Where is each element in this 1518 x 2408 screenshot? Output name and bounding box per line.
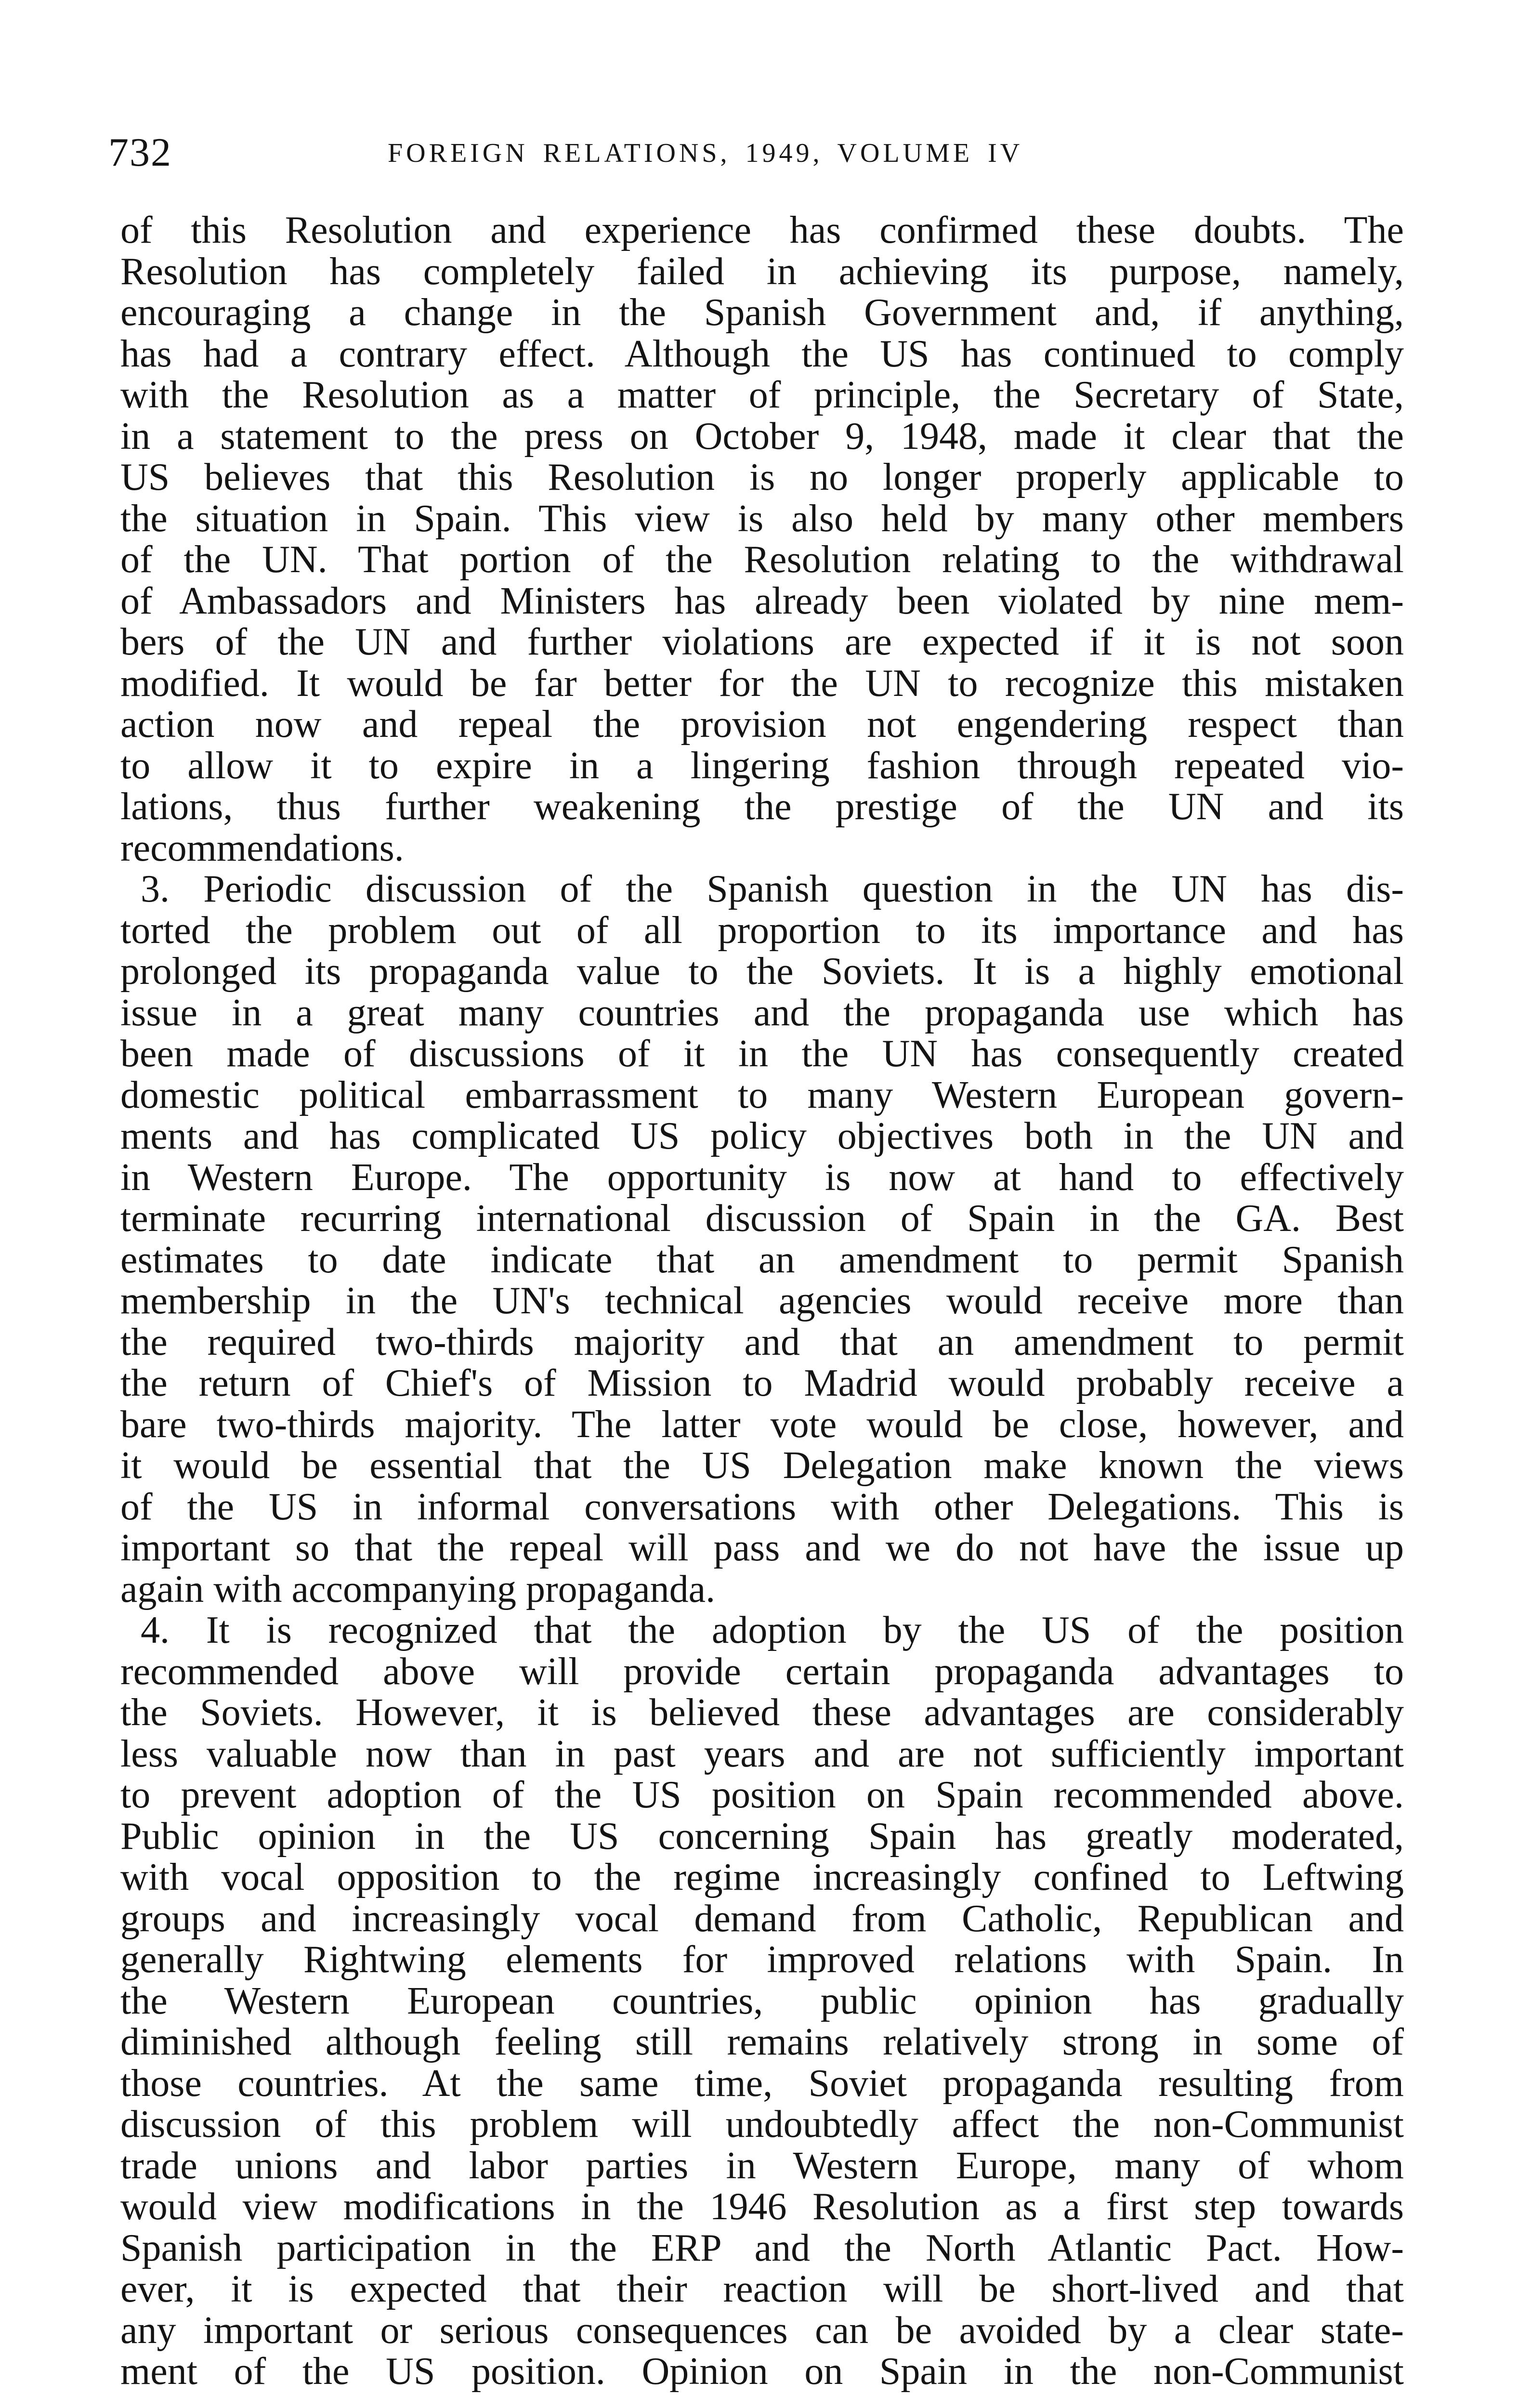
text-line: trade unions and labor parties in Western Europe, many of whom [120, 2144, 1404, 2187]
text-line: any important or serious consequences can be avoided by a clear state- [120, 2309, 1404, 2352]
text-line: issue in a great many countries and the propaganda use which has [120, 991, 1404, 1034]
text-line: Spanish participation in the ERP and the North Atlantic Pact. How- [120, 2226, 1404, 2269]
body-text [120, 210, 1404, 2393]
text-line: US believes that this Resolution is no longer properly applicable to [120, 456, 1404, 498]
text-line: groups and increasingly vocal demand from Catholic, Republican and [120, 1897, 1404, 1940]
text-line: generally Rightwing elements for improved relations with Spain. In [120, 1938, 1404, 1981]
text-line: has had a contrary effect. Although the US has continued to comply [120, 332, 1404, 375]
paragraph-3-first-line: 3. Periodic discussion of the Spanish question in the UN has dis- [141, 868, 1404, 910]
text-line: diminished although feeling still remains relatively strong in some of [120, 2021, 1404, 2063]
text-line: discussion of this problem will undoubtedly affect the non-Communist [120, 2103, 1404, 2146]
text-line: ever, it is expected that their reaction will be short-lived and that [120, 2268, 1404, 2310]
text-line: less valuable now than in past years and are not sufficiently important [120, 1732, 1404, 1775]
text-line: ment of the US position. Opinion on Spain in the non-Communist [120, 2350, 1404, 2393]
running-title: FOREIGN RELATIONS, 1949, VOLUME IV [388, 138, 1023, 168]
text-line: torted the problem out of all proportion to its importance and has [120, 909, 1404, 952]
text-line: of the UN. That portion of the Resolution relating to the withdrawal [120, 538, 1404, 581]
text-line: it would be essential that the US Delegation make known the views [120, 1444, 1404, 1487]
text-line: modified. It would be far better for the UN to recognize this mistaken [120, 662, 1404, 705]
text-line: the Western European countries, public opinion has gradually [120, 1979, 1404, 2022]
text-line: of the US in informal conversations with other Delegations. This is [120, 1485, 1404, 1528]
text-line: Public opinion in the US concerning Spain has greatly moderated, [120, 1815, 1404, 1858]
text-line: the situation in Spain. This view is also held by many other members [120, 497, 1404, 540]
text-line: in Western Europe. The opportunity is now at hand to effectively [120, 1156, 1404, 1199]
text-line: to prevent adoption of the US position on Spain recommended above. [120, 1774, 1404, 1816]
text-line: in a statement to the press on October 9, 1948, made it clear that the [120, 415, 1404, 458]
text-line: been made of discussions of it in the UN has consequently created [120, 1033, 1404, 1075]
text-line: terminate recurring international discussion of Spain in the GA. Best [120, 1197, 1404, 1240]
text-line: bers of the UN and further violations are expected if it is not soon [120, 621, 1404, 663]
text-line: domestic political embarrassment to many Western European govern- [120, 1073, 1404, 1116]
text-line: would view modifications in the 1946 Resolution as a first step towards [120, 2186, 1404, 2228]
text-line: estimates to date indicate that an amendment to permit Spanish [120, 1238, 1404, 1281]
page-number: 732 [108, 130, 172, 175]
text-line: important so that the repeal will pass and we do not have the issue up [120, 1527, 1404, 1569]
text-line: lations, thus further weakening the prestige of the UN and its [120, 785, 1404, 828]
text-line: recommended above will provide certain propaganda advantages to [120, 1650, 1404, 1693]
text-line: the required two-thirds majority and that an amendment to permit [120, 1321, 1404, 1363]
text-line: ments and has complicated US policy objectives both in the UN and [120, 1115, 1404, 1157]
text-line: action now and repeal the provision not engendering respect than [120, 703, 1404, 746]
text-line: bare two-thirds majority. The latter vote would be close, however, and [120, 1403, 1404, 1446]
text-line: of this Resolution and experience has confirmed these doubts. The [120, 209, 1404, 251]
running-header [108, 126, 1413, 179]
text-line: with the Resolution as a matter of principle, the Secretary of State, [120, 374, 1404, 416]
text-line: encouraging a change in the Spanish Government and, if anything, [120, 291, 1404, 334]
text-line: of Ambassadors and Ministers has already been violated by nine mem- [120, 579, 1404, 622]
text-line: prolonged its propaganda value to the Soviets. It is a highly emotional [120, 950, 1404, 993]
text-line: to allow it to expire in a lingering fashion through repeated vio- [120, 744, 1404, 787]
paragraph-4-first-line: 4. It is recognized that the adoption by the US of the position [141, 1609, 1404, 1651]
text-line: Resolution has completely failed in achieving its purpose, namely, [120, 250, 1404, 293]
text-line: those countries. At the same time, Soviet propaganda resulting from [120, 2062, 1404, 2105]
text-line: membership in the UN's technical agencies would receive more than [120, 1280, 1404, 1322]
text-line: the Soviets. However, it is believed these advantages are considerably [120, 1691, 1404, 1734]
text-line: recommendations. [120, 826, 404, 869]
text-line: the return of Chief's of Mission to Madrid would probably receive a [120, 1362, 1404, 1404]
text-line: again with accompanying propaganda. [120, 1568, 716, 1610]
text-line: with vocal opposition to the regime increasingly confined to Leftwing [120, 1856, 1404, 1898]
